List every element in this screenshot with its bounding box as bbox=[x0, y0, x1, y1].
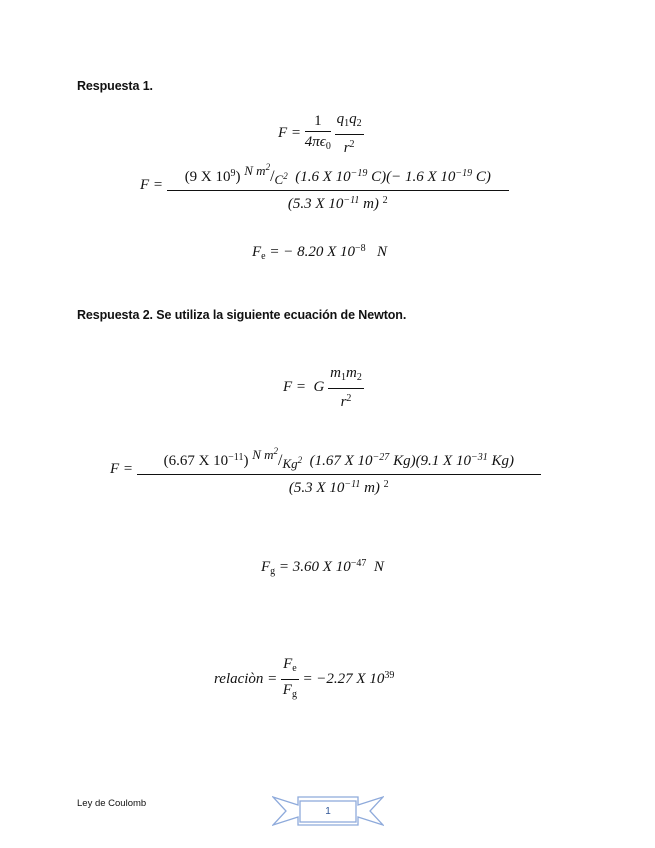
coulomb-substitution-equation: F = $\frac{(9 X 10^9) N m^2/C^2 (1.6 X 10^{-19} C)(- 1.6 X 10^{-19} C)}{(5.3 X 10^{-11} m) ^2}$ bbox=[140, 158, 509, 213]
electric-force-result: $F_e$ = − 8.20 X $10^{-8}$ N bbox=[252, 243, 387, 262]
coulomb-law-equation bbox=[278, 110, 364, 157]
newton-gravitation-equation: F = G $\frac{m_1m_2}{r^2}$ bbox=[283, 365, 362, 410]
fraction-gravity-substitution: $\frac{(6.67 X 10^{-11}) N m^2/Kg^2 (1.67 X 10^{-27} Kg)(9.1 X 10^{-31} Kg)}{(5.3 X 10^{-11} m) ^2}$ bbox=[137, 442, 541, 497]
footer-title: Ley de Coulomb bbox=[77, 798, 147, 809]
heading-respuesta-2: Respuesta 2. Se utiliza la siguiente ecuación de Newton. bbox=[77, 308, 407, 322]
fraction-constant: $\frac{1}{4\pi\epsilon_0}$ bbox=[304, 112, 331, 152]
force-ratio-equation: relaciòn = $\frac{F_e}{F_g}$ = −2.27 X $10^{39}$ bbox=[214, 655, 394, 704]
fraction-charges: $\frac{q_1q_2}{r^2}$ bbox=[336, 111, 362, 156]
gravitational-force-result: $F_g = 3.60$ X $10^{-47}$ N bbox=[261, 558, 384, 577]
fraction-substitution: $\frac{(9 X 10^9) N m^2/C^2 (1.6 X 10^{-19} C)(- 1.6 X 10^{-19} C)}{(5.3 X 10^{-11} m) ^2}$ bbox=[167, 158, 509, 213]
fraction-ratio: $\frac{F_e}{F_g}$ bbox=[282, 656, 297, 700]
heading-respuesta-1: Respuesta 1. bbox=[77, 79, 153, 93]
fraction-masses: $\frac{m_1m_2}{r^2}$ bbox=[330, 365, 362, 410]
page-number: 1 bbox=[325, 806, 331, 817]
gravity-substitution-equation: F = $\frac{(6.67 X 10^{-11}) N m^2/Kg^2 (1.67 X 10^{-27} Kg)(9.1 X 10^{-31} Kg)}{(5.3 X 10^{-11} m) ^2}$ bbox=[110, 442, 541, 497]
eq-lhs: F = bbox=[278, 124, 302, 141]
